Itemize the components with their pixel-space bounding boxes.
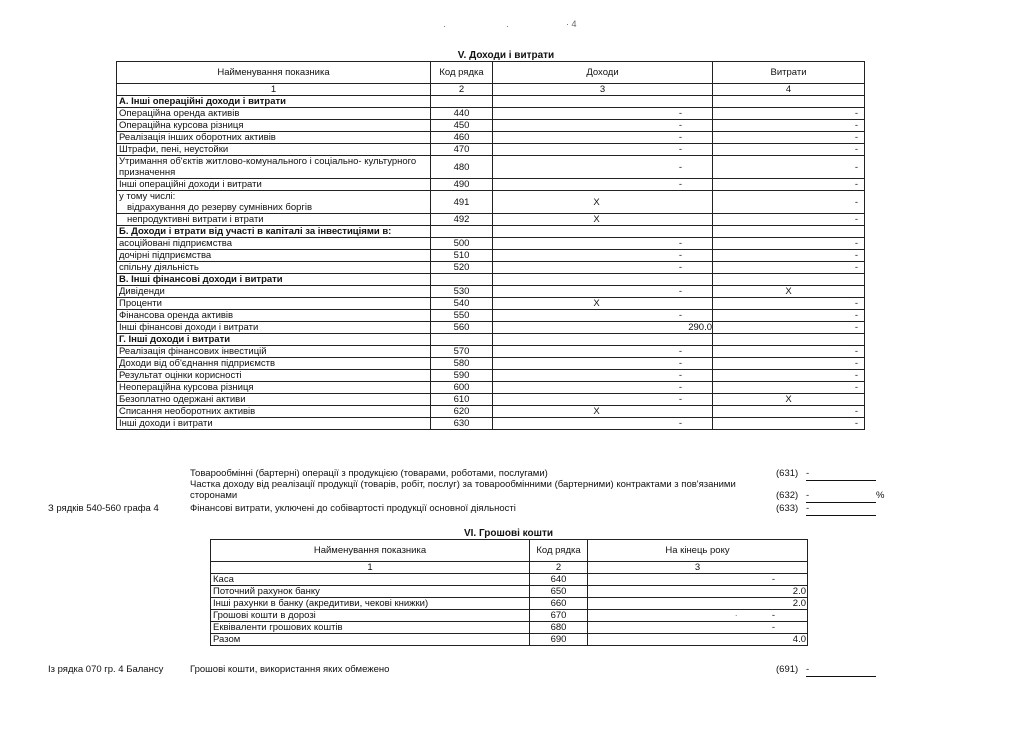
row-label: Інші доходи і витрати	[119, 418, 213, 429]
row-code: 492	[431, 214, 493, 226]
row-label: Неопераційна курсова різниця	[119, 382, 254, 393]
row-expense: -	[713, 310, 865, 322]
row-label: Безоплатно одержані активи	[119, 394, 246, 405]
row-income: X	[493, 191, 713, 214]
row-income: -	[493, 179, 713, 191]
row-value	[588, 634, 808, 646]
row-expense: -	[713, 144, 865, 156]
row-code: 560	[431, 322, 493, 334]
row-income: -	[493, 394, 713, 406]
table-row	[211, 586, 808, 598]
row-code: 540	[431, 298, 493, 310]
row-name	[117, 310, 431, 322]
footer-note-underline	[806, 676, 876, 677]
value-text: -	[771, 622, 775, 633]
row-label: Інші фінансові доходи і витрати	[119, 322, 259, 333]
row-label: Результат оцінки корисності	[119, 370, 242, 381]
table-row	[117, 179, 865, 191]
table-row	[211, 574, 808, 586]
table-row	[117, 132, 865, 144]
row-expense	[713, 226, 865, 238]
row-expense: -	[713, 370, 865, 382]
row-expense: -	[713, 358, 865, 370]
row-expense: -	[713, 156, 865, 179]
row-name	[117, 108, 431, 120]
row-code: 610	[431, 394, 493, 406]
table-row	[211, 634, 808, 646]
row-label: Реалізація інших оборотних активів	[119, 132, 276, 143]
row-name	[117, 382, 431, 394]
row-code: 550	[431, 310, 493, 322]
row-label: Штрафи, пені, неустойки	[119, 144, 229, 155]
section-6-title: VI. Грошові кошти	[463, 528, 554, 539]
row-income: -	[493, 250, 713, 262]
row-label: Г. Інші доходи і витрати	[119, 334, 231, 345]
footer-note-value: -	[806, 664, 810, 675]
section-row	[117, 96, 865, 108]
row-expense: -	[713, 120, 865, 132]
header-end-of-year: На кінець року	[588, 540, 808, 562]
scan-mark: ·	[506, 21, 509, 31]
row-name	[117, 286, 431, 298]
row-code: 660	[530, 598, 588, 610]
table-row	[117, 370, 865, 382]
row-income: -	[493, 346, 713, 358]
row-expense: -	[713, 322, 865, 334]
footer-note-text: Грошові кошти, використання яких обмежено	[190, 664, 390, 675]
table-row	[117, 382, 865, 394]
row-code	[431, 274, 493, 286]
row-label: Дивіденди	[119, 286, 165, 297]
row-income: -	[493, 418, 713, 430]
header-name: Найменування показника	[211, 540, 530, 562]
row-code: 460	[431, 132, 493, 144]
row-income	[493, 274, 713, 286]
note-code: (632)	[776, 490, 799, 501]
row-name	[117, 274, 431, 286]
note-underline	[806, 480, 876, 481]
cash-table	[210, 539, 808, 646]
row-code: 670	[530, 610, 588, 622]
row-income	[493, 334, 713, 346]
section-row	[117, 274, 865, 286]
row-expense: -	[713, 346, 865, 358]
row-code	[431, 334, 493, 346]
scan-mark: ·	[443, 21, 446, 31]
row-label: Фінансова оренда активів	[119, 310, 234, 321]
row-value	[588, 622, 808, 634]
income-expense-table	[116, 61, 865, 430]
table-row	[117, 144, 865, 156]
note-source: З рядків 540-560 графа 4	[48, 503, 159, 514]
row-code: 480	[431, 156, 493, 179]
table-row	[117, 406, 865, 418]
row-expense: -	[713, 298, 865, 310]
row-label: Проценти	[119, 298, 162, 309]
row-name	[117, 144, 431, 156]
row-income: -	[493, 262, 713, 274]
row-value	[588, 586, 808, 598]
row-name	[117, 214, 431, 226]
value-text: 4.0	[792, 634, 806, 645]
row-value	[588, 574, 808, 586]
row-label: Операційна оренда активів	[119, 108, 240, 119]
row-name: Грошові кошти в дорозі	[211, 610, 530, 622]
row-name	[117, 250, 431, 262]
row-name	[117, 406, 431, 418]
row-code: 490	[431, 179, 493, 191]
note-value: -	[806, 490, 810, 501]
scan-mark: ·	[734, 610, 738, 621]
row-label: спільну діяльність	[119, 262, 199, 273]
row-name	[117, 394, 431, 406]
row-code: 530	[431, 286, 493, 298]
row-income: X	[493, 298, 713, 310]
row-name	[117, 226, 431, 238]
header-code: Код рядка	[431, 62, 493, 84]
row-expense: -	[713, 191, 865, 214]
section-row	[117, 226, 865, 238]
value-text: -	[771, 574, 775, 585]
note-text: Фінансові витрати, уключені до собівартості продукції основної діяльності	[190, 503, 516, 514]
colnum: 4	[713, 84, 865, 96]
row-name: Інші рахунки в банку (акредитиви, чекові книжки)	[211, 598, 530, 610]
note-suffix: %	[876, 490, 885, 501]
row-name	[117, 191, 431, 214]
row-label: Б. Доходи і втрати від участі в капіталі за інвестиціями в:	[119, 226, 392, 237]
table-row	[117, 156, 865, 179]
row-income: -	[493, 382, 713, 394]
row-label: Реалізація фінансових інвестицій	[119, 346, 267, 357]
table-row	[211, 622, 808, 634]
row-code: 640	[530, 574, 588, 586]
table-row	[117, 346, 865, 358]
colnum: 2	[530, 562, 588, 574]
colnum: 3	[493, 84, 713, 96]
row-code: 520	[431, 262, 493, 274]
row-label: у тому числі:	[119, 191, 176, 202]
row-expense: -	[713, 406, 865, 418]
note-underline	[806, 502, 876, 503]
table-row	[117, 310, 865, 322]
row-code: 450	[431, 120, 493, 132]
row-label: непродуктивні витрати і втрати	[127, 214, 264, 225]
value-text: 2.0	[792, 586, 806, 597]
row-label: Операційна курсова різниця	[119, 120, 244, 131]
note-code: (633)	[776, 503, 799, 514]
row-name: Поточний рахунок банку	[211, 586, 530, 598]
value-text: 2.0	[792, 598, 806, 609]
note-value: -	[806, 468, 810, 479]
note-underline	[806, 515, 876, 516]
column-numbers-row	[211, 562, 808, 574]
row-name: Еквіваленти грошових коштів	[211, 622, 530, 634]
row-code: 600	[431, 382, 493, 394]
row-name	[117, 298, 431, 310]
note-text: Товарообмінні (бартерні) операції з продукцією (товарами, роботами, послугами)	[190, 468, 548, 479]
row-label: В. Інші фінансові доходи і витрати	[119, 274, 283, 285]
table-header	[211, 540, 808, 562]
row-expense: -	[713, 179, 865, 191]
row-name	[117, 156, 431, 179]
table-row	[117, 298, 865, 310]
row-income	[493, 96, 713, 108]
table-row	[211, 610, 808, 622]
row-expense: -	[713, 382, 865, 394]
table-row	[117, 191, 865, 214]
row-expense: X	[713, 394, 865, 406]
colnum: 3	[588, 562, 808, 574]
row-income: X	[493, 214, 713, 226]
row-name	[117, 238, 431, 250]
table-row	[117, 394, 865, 406]
header-code: Код рядка	[530, 540, 588, 562]
row-name: Каса	[211, 574, 530, 586]
row-code: 491	[431, 191, 493, 214]
row-label: дочірні підприємства	[119, 250, 212, 261]
colnum: 2	[431, 84, 493, 96]
column-numbers-row	[117, 84, 865, 96]
row-expense: X	[713, 286, 865, 298]
colnum: 1	[211, 562, 530, 574]
row-code: 680	[530, 622, 588, 634]
footer-note-source: Із рядка 070 гр. 4 Балансу	[48, 664, 164, 675]
row-name	[117, 120, 431, 132]
row-label: Списання необоротних активів	[119, 406, 256, 417]
row-label: Утримання об'єктів житлово-комунального і соціально- культурного призначення	[119, 156, 417, 178]
row-income: X	[493, 406, 713, 418]
row-code: 440	[431, 108, 493, 120]
row-code: 510	[431, 250, 493, 262]
table-row	[117, 238, 865, 250]
row-label: Інші операційні доходи і витрати	[119, 179, 262, 190]
table-row	[211, 598, 808, 610]
row-name	[117, 262, 431, 274]
row-name	[117, 322, 431, 334]
table-header	[117, 62, 865, 84]
row-value	[588, 610, 808, 622]
row-value	[588, 598, 808, 610]
table-row	[117, 322, 865, 334]
row-code: 630	[431, 418, 493, 430]
section-5-title: V. Доходи і витрати	[457, 50, 555, 61]
row-code	[431, 96, 493, 108]
table-row	[117, 214, 865, 226]
table-row	[117, 120, 865, 132]
row-income: -	[493, 286, 713, 298]
row-name	[117, 96, 431, 108]
table-row	[117, 286, 865, 298]
row-income: -	[493, 370, 713, 382]
footer-note-code: (691)	[776, 664, 799, 675]
row-code: 580	[431, 358, 493, 370]
header-income: Доходи	[493, 62, 713, 84]
note-text: Частка доходу від реалізації продукції (товарів, робіт, послуг) за товарообмінними (бартерними) контрактами з пов'язаними сторонами	[190, 479, 736, 501]
row-sublabel: відрахування до резерву сумнівних боргів	[127, 202, 313, 213]
scan-mark: · 4	[566, 19, 577, 29]
row-income: -	[493, 310, 713, 322]
row-expense	[713, 274, 865, 286]
row-name	[117, 346, 431, 358]
row-label: асоційовані підприємства	[119, 238, 233, 249]
row-income: 290.0	[493, 322, 713, 334]
row-code: 570	[431, 346, 493, 358]
row-code: 470	[431, 144, 493, 156]
row-income: -	[493, 144, 713, 156]
row-code	[431, 226, 493, 238]
header-expense: Витрати	[713, 62, 865, 84]
row-income: -	[493, 120, 713, 132]
row-expense: -	[713, 418, 865, 430]
table-row	[117, 262, 865, 274]
row-name	[117, 179, 431, 191]
value-text: -	[771, 610, 775, 621]
row-code: 590	[431, 370, 493, 382]
row-label: Доходи від об'єднання підприємств	[119, 358, 276, 369]
row-expense: -	[713, 108, 865, 120]
row-expense: -	[713, 250, 865, 262]
row-name: Разом	[211, 634, 530, 646]
row-name	[117, 334, 431, 346]
row-income: -	[493, 358, 713, 370]
row-name	[117, 370, 431, 382]
header-name: Найменування показника	[117, 62, 431, 84]
row-code: 650	[530, 586, 588, 598]
row-income: -	[493, 132, 713, 144]
row-expense	[713, 334, 865, 346]
row-code: 500	[431, 238, 493, 250]
colnum: 1	[117, 84, 431, 96]
table-row	[117, 108, 865, 120]
table-row	[117, 250, 865, 262]
row-expense: -	[713, 262, 865, 274]
note-code: (631)	[776, 468, 799, 479]
row-expense: -	[713, 214, 865, 226]
row-income: -	[493, 108, 713, 120]
row-code: 620	[431, 406, 493, 418]
row-income: -	[493, 156, 713, 179]
table-row	[117, 358, 865, 370]
row-income	[493, 226, 713, 238]
section-row	[117, 334, 865, 346]
note-value: -	[806, 503, 810, 514]
row-expense: -	[713, 238, 865, 250]
row-income: -	[493, 238, 713, 250]
row-name	[117, 358, 431, 370]
row-label: А. Інші операційні доходи і витрати	[119, 96, 286, 107]
table-row	[117, 418, 865, 430]
row-expense: -	[713, 132, 865, 144]
row-expense	[713, 96, 865, 108]
row-name	[117, 132, 431, 144]
row-code: 690	[530, 634, 588, 646]
row-name	[117, 418, 431, 430]
